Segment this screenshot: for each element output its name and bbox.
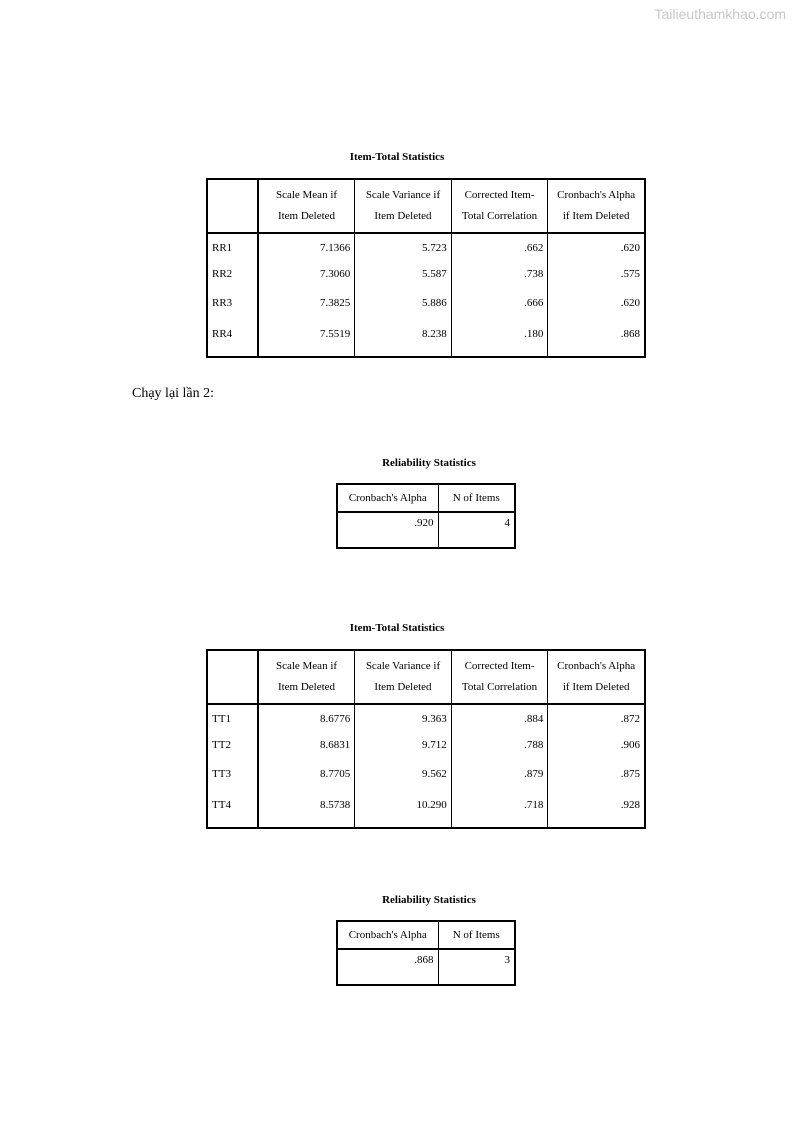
cell: 9.712 [355, 730, 452, 759]
row-label: RR2 [207, 259, 258, 288]
header-n-items: N of Items [438, 921, 515, 949]
cell: .875 [548, 759, 645, 788]
table4-caption: Reliability Statistics [382, 894, 476, 906]
header-cronbach-alpha: Cronbach's Alpha [337, 921, 438, 949]
header-scale-mean: Scale Mean if Item Deleted [258, 179, 355, 233]
table-row [207, 317, 645, 357]
header-scale-variance: Scale Variance if Item Deleted [355, 650, 452, 704]
header-cronbach-alpha: Cronbach's Alpha [337, 484, 438, 512]
header-corrected-correlation: Corrected Item- Total Correlation [451, 179, 548, 233]
cell: 7.1366 [258, 233, 355, 259]
reliability-statistics-table-1 [336, 483, 516, 549]
row-label: TT2 [207, 730, 258, 759]
header-alpha-if-deleted: Cronbach's Alpha if Item Deleted [548, 650, 645, 704]
cell: .738 [451, 259, 548, 288]
table3-caption: Item-Total Statistics [349, 622, 445, 634]
n-items-value: 4 [438, 512, 515, 548]
cell: .718 [451, 788, 548, 828]
cell: 5.886 [355, 288, 452, 317]
cell: 5.587 [355, 259, 452, 288]
cell: 8.238 [355, 317, 452, 357]
cell: .180 [451, 317, 548, 357]
watermark-text: Tailieuthamkhao.com [654, 6, 786, 22]
item-total-statistics-table-2 [206, 649, 646, 829]
cell: 7.3060 [258, 259, 355, 288]
cell: 9.363 [355, 704, 452, 730]
table-row [207, 704, 645, 730]
cell: .884 [451, 704, 548, 730]
cell: .872 [548, 704, 645, 730]
cell: 9.562 [355, 759, 452, 788]
header-alpha-if-deleted: Cronbach's Alpha if Item Deleted [548, 179, 645, 233]
table-row [207, 730, 645, 759]
table-row [207, 259, 645, 288]
cell: 8.5738 [258, 788, 355, 828]
cell: .906 [548, 730, 645, 759]
cell: 8.6831 [258, 730, 355, 759]
row-label: RR1 [207, 233, 258, 259]
cell: .620 [548, 288, 645, 317]
cell: 8.7705 [258, 759, 355, 788]
table-row [207, 788, 645, 828]
table2-caption: Reliability Statistics [382, 457, 476, 469]
cell: .788 [451, 730, 548, 759]
header-corrected-correlation: Corrected Item- Total Correlation [451, 650, 548, 704]
cell: 10.290 [355, 788, 452, 828]
cell: .662 [451, 233, 548, 259]
header-scale-variance: Scale Variance if Item Deleted [355, 179, 452, 233]
cell: 7.5519 [258, 317, 355, 357]
n-items-value: 3 [438, 949, 515, 985]
table1-caption: Item-Total Statistics [349, 151, 445, 163]
table-row [207, 759, 645, 788]
alpha-value: .868 [337, 949, 438, 985]
row-label: RR4 [207, 317, 258, 357]
row-label: TT3 [207, 759, 258, 788]
table-row [207, 233, 645, 259]
header-scale-mean: Scale Mean if Item Deleted [258, 650, 355, 704]
rerun-note: Chạy lại lần 2: [132, 386, 215, 401]
cell: .620 [548, 233, 645, 259]
row-label: TT1 [207, 704, 258, 730]
header-blank [207, 650, 258, 704]
cell: 7.3825 [258, 288, 355, 317]
cell: 8.6776 [258, 704, 355, 730]
cell: .666 [451, 288, 548, 317]
row-label: RR3 [207, 288, 258, 317]
table-row [207, 288, 645, 317]
header-blank [207, 179, 258, 233]
header-n-items: N of Items [438, 484, 515, 512]
cell: .868 [548, 317, 645, 357]
reliability-statistics-table-2 [336, 920, 516, 986]
item-total-statistics-table-1 [206, 178, 646, 358]
cell: .928 [548, 788, 645, 828]
cell: .575 [548, 259, 645, 288]
cell: .879 [451, 759, 548, 788]
alpha-value: .920 [337, 512, 438, 548]
cell: 5.723 [355, 233, 452, 259]
row-label: TT4 [207, 788, 258, 828]
